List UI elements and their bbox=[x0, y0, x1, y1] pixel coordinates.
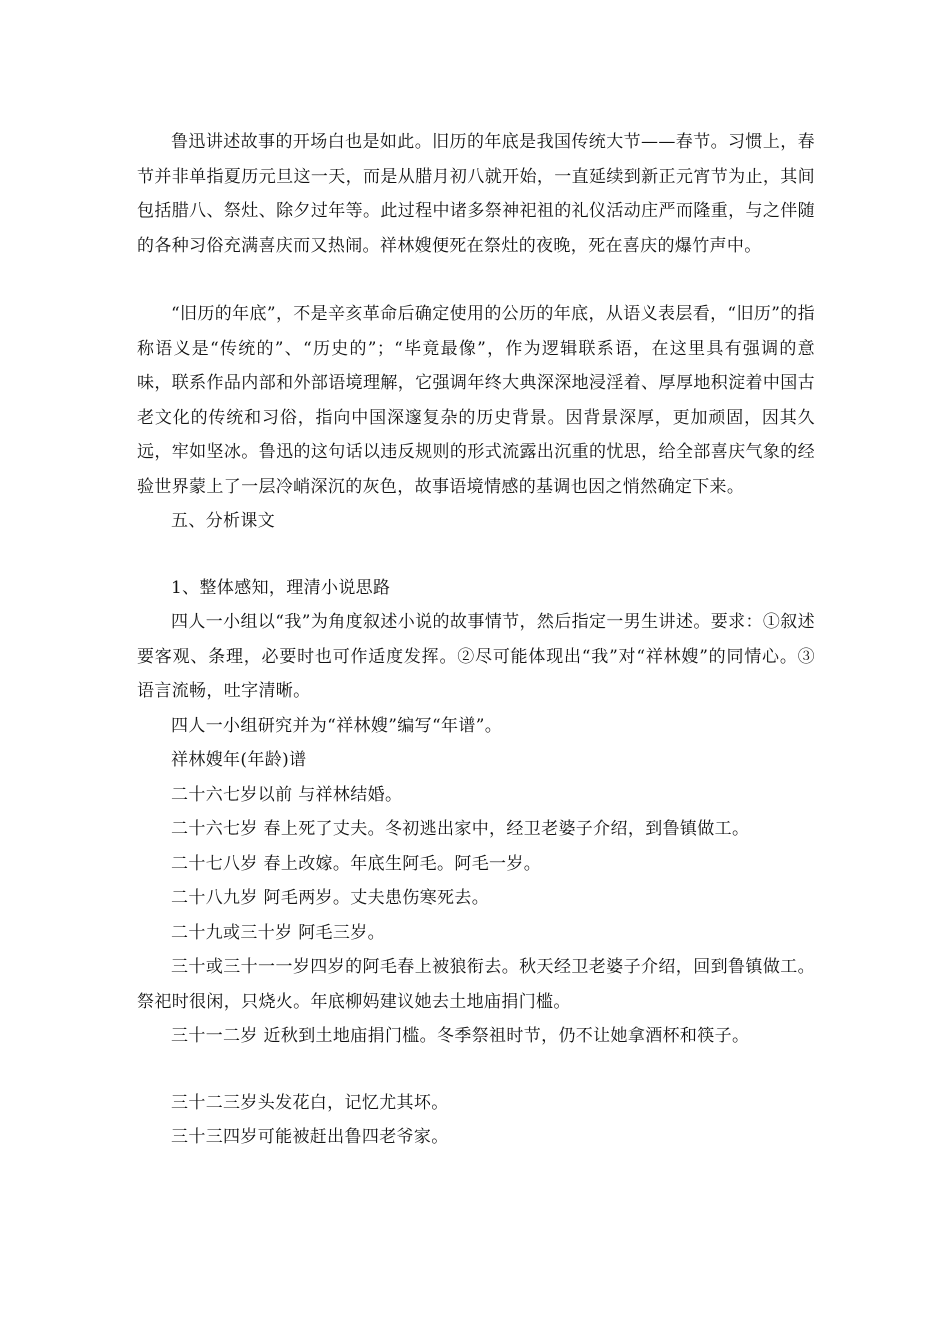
chronicle-entry: 二十九或三十岁 阿毛三岁。 bbox=[171, 922, 385, 943]
chronicle-entry: 二十八九岁 阿毛两岁。丈夫患伤寒死去。 bbox=[171, 888, 490, 908]
chronicle-entry: 二十六七岁以前 与祥林结婚。 bbox=[171, 784, 403, 805]
paragraph-spacer bbox=[137, 1054, 815, 1086]
paragraph-group-task: 四人一小组以“我”为角度叙述小说的故事情节，然后指定一男生讲述。要求：①叙述要客观、条理，必要时也可作适度发挥。②尽可能体现出“我”对“祥林嫂”的同情心。③语言流畅，吐字清晰。 bbox=[137, 612, 815, 701]
document-body bbox=[137, 125, 815, 1155]
chronicle-entry: 二十七八岁 春上改嫁。年底生阿毛。阿毛一岁。 bbox=[171, 853, 542, 874]
chronicle-entry: 三十二三岁头发花白，记忆尤其坏。 bbox=[171, 1092, 449, 1113]
paragraph-spacer bbox=[137, 539, 815, 571]
chronicle-entry: 三十三四岁可能被赶出鲁四老爷家。 bbox=[171, 1127, 449, 1147]
chronicle-title: 祥林嫂年(年龄)谱 bbox=[171, 750, 307, 770]
paragraph-chronicle-task: 四人一小组研究并为“祥林嫂”编写“年谱”。 bbox=[171, 715, 503, 736]
paragraph-spacer bbox=[137, 263, 815, 297]
subsection-heading-overview: 1、整体感知，理清小说思路 bbox=[171, 577, 391, 598]
chronicle-entry: 三十一二岁 近秋到土地庙捐门槛。冬季祭祖时节，仍不让她拿酒杯和筷子。 bbox=[171, 1026, 750, 1046]
section-heading-analysis: 五、分析课文 bbox=[171, 511, 276, 531]
chronicle-entry: 二十六七岁 春上死了丈夫。冬初逃出家中，经卫老婆子介绍，到鲁镇做工。 bbox=[171, 819, 750, 839]
chronicle-entry: 三十或三十一一岁四岁的阿毛春上被狼衔去。秋天经卫老婆子介绍，回到鲁镇做工。祭祀时很闲，只烧火。年底柳妈建议她去土地庙捐门槛。 bbox=[137, 957, 815, 1012]
paragraph-old-calendar: “旧历的年底”，不是辛亥革命后确定使用的公历的年底，从语义表层看，“旧历”的指称语义是“传统的”、“历史的”；“毕竟最像”，作为逻辑联系语，在这里具有强调的意味，联系作品内部和外部语境理解，它强调年终大典深深地浸淫着、厚厚地积淀着中国古老文化的传统和习俗，指向中国深邃复杂的历史背景。因背景深厚，更加顽固，因其久远，牢如坚冰。鲁迅的这句话以违反规则的形式流露出沉重的忧思，给全部喜庆气象的经验世界蒙上了一层冷峭深沉的灰色，故事语境情感的基调也因之悄然确定下来。 bbox=[137, 304, 815, 497]
paragraph-opening: 鲁迅讲述故事的开场白也是如此。旧历的年底是我国传统大节——春节。习惯上，春节并非单指夏历元旦这一天，而是从腊月初八就开始，一直延续到新正元宵节为止，其间包括腊八、祭灶、除夕过年等。此过程中诸多祭神祀祖的礼仪活动庄严而隆重，与之伴随的各种习俗充满喜庆而又热闹。祥林嫂便死在祭灶的夜晚，死在喜庆的爆竹声中。 bbox=[137, 132, 815, 256]
